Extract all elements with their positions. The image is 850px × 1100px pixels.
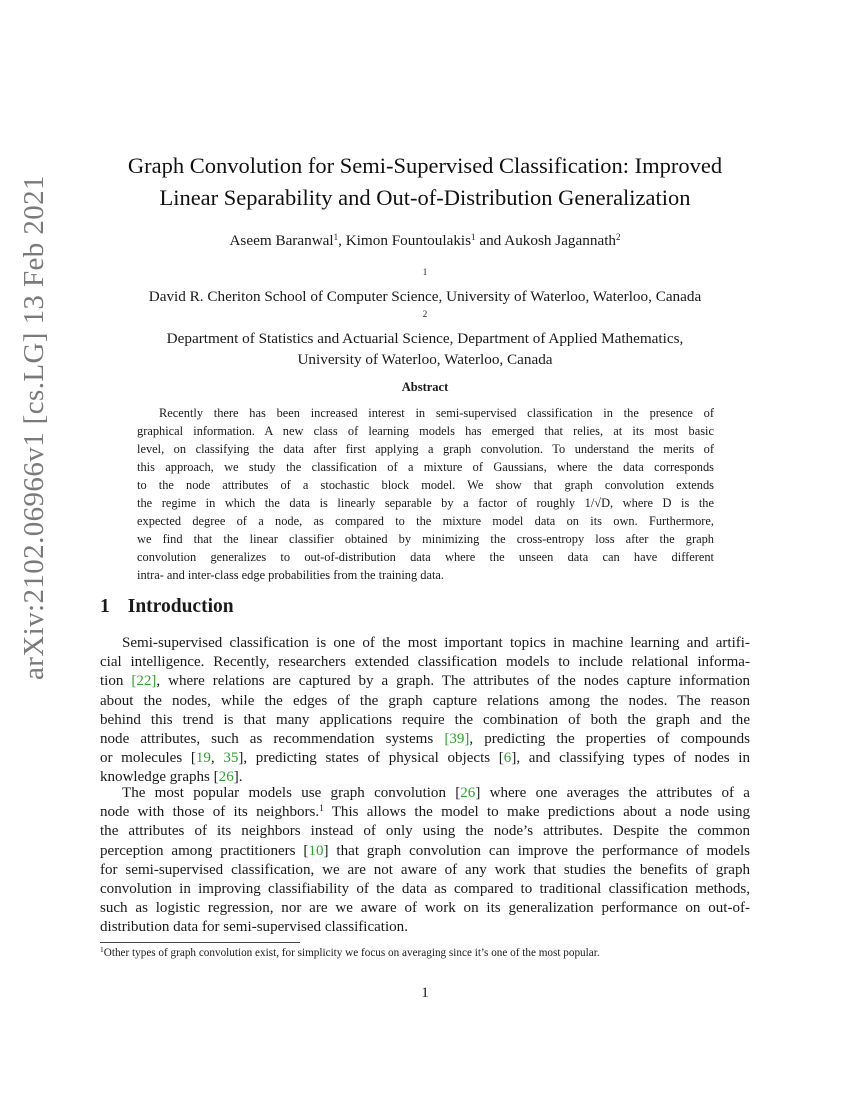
abstract-line: intra- and inter-class edge probabilities from the training data. xyxy=(137,568,445,582)
affiliation-mark: 2 xyxy=(422,309,428,319)
paragraph-line: node with those of its neighbors.$^1$ This allows the model to make predictions about a node using xyxy=(100,803,750,821)
footnote-mark: 1 xyxy=(100,945,104,954)
affiliation-mark: 1 xyxy=(422,267,428,277)
abstract-heading: Abstract xyxy=(401,380,449,394)
paragraph-line: Semi-supervised classification is one of the most important topics in machine learning and artifi- xyxy=(122,635,750,651)
citation-link[interactable]: 26 xyxy=(218,769,234,786)
abstract-text xyxy=(137,404,714,584)
paragraph-line: behind this trend is that many applications require the combination of both the graph and the xyxy=(100,711,750,728)
affiliation-mark: 1 xyxy=(333,232,339,242)
author-separator: , xyxy=(338,232,346,249)
footnote-reference[interactable]: 1 xyxy=(319,803,324,814)
abstract-line: this approach, we study the classification of a mixture of Gaussians, where the data corresponds xyxy=(137,460,714,474)
abstract-line: graphical information. A new class of learning models has emerged that relies, at its most basic xyxy=(137,424,714,438)
affiliation-line xyxy=(90,307,760,349)
citation-link[interactable]: [39] xyxy=(444,731,470,748)
paragraph-line: knowledge graphs [26]. xyxy=(100,769,243,786)
title-line: Linear Separability and Out-of-Distribution Generalization xyxy=(159,185,691,210)
citation-link[interactable]: 10 xyxy=(308,842,324,859)
arxiv-identifier-stamp: arXiv:2102.06966v1 [cs.LG] 13 Feb 2021 xyxy=(18,175,50,680)
affiliation-text: David R. Cheriton School of Computer Science, University of Waterloo, Waterloo, Canada xyxy=(148,288,702,305)
abstract-line: expected degree of a node, as compared to the mixture model data on its own. Furthermore, xyxy=(137,514,714,528)
affiliation-line xyxy=(90,265,760,307)
affiliation-text: University of Waterloo, Waterloo, Canada xyxy=(297,351,553,368)
paragraph-line: for semi-supervised classification, we are not aware of any work that studies the benefits of graph xyxy=(100,861,750,878)
paragraph-line: perception among practitioners [10] that graph convolution can improve the performance of models xyxy=(100,842,750,859)
affiliations xyxy=(90,265,760,370)
footnote xyxy=(100,946,750,961)
title-line: Graph Convolution for Semi-Supervised Classification: Improved xyxy=(127,153,723,178)
abstract-line: to the node attributes of a stochastic block model. We show that graph convolution extends xyxy=(137,478,714,492)
author-list xyxy=(100,232,750,250)
footnote-divider xyxy=(100,942,300,943)
citation-link[interactable]: 19 xyxy=(195,750,211,767)
intro-paragraph-2 xyxy=(100,784,750,938)
citation-link[interactable]: 26 xyxy=(460,785,476,801)
paragraph-line: or molecules [19, 35], predicting states of physical objects [6], and classifying types of nodes in xyxy=(100,750,750,767)
abstract-line: Recently there has been increased interest in semi-supervised classification in the presence of xyxy=(159,406,714,420)
intro-paragraph-1 xyxy=(100,634,750,788)
page-number: 1 xyxy=(421,985,429,1001)
section-title: Introduction xyxy=(127,596,234,617)
section-heading xyxy=(100,596,234,618)
footnote-text: Other types of graph convolution exist, for simplicity we focus on averaging since it’s one of the most popular. xyxy=(103,947,600,959)
paragraph-line: convolution in improving classifiability of the data as compared to traditional classification methods, xyxy=(100,881,750,898)
affiliation-line xyxy=(90,349,760,370)
paragraph-line: node attributes, such as recommendation systems [39], predicting the properties of compounds xyxy=(100,731,750,748)
paragraph-line: about the nodes, while the edges of the graph capture relations among the nodes. The reason xyxy=(100,692,750,709)
author-separator: and xyxy=(475,232,505,249)
paragraph-line: the attributes of its neighbors instead of only using the node’s attributes. Despite the common xyxy=(100,823,750,840)
abstract-line: convolution generalizes to out-of-distribution data where the unseen data can have different xyxy=(137,550,714,564)
affiliation-mark: 1 xyxy=(471,232,476,242)
paragraph-line: The most popular models use graph convolution [26] where one averages the attributes of a xyxy=(122,785,750,801)
author-name: Kimon Fountoulakis xyxy=(345,232,472,249)
section-number: 1 xyxy=(100,596,110,617)
paragraph-line: distribution data for semi-supervised classification. xyxy=(100,919,408,936)
paragraph-line: cial intelligence. Recently, researchers extended classification models to include relational informa- xyxy=(100,654,750,671)
abstract-line: the regime in which the data is linearly separable by a factor of roughly 1/√D, where D is the xyxy=(137,496,714,510)
citation-link[interactable]: 35 xyxy=(223,750,239,767)
paragraph-line: such as logistic regression, nor are we aware of work on its generalization performance on out-of- xyxy=(100,900,750,917)
abstract-line: level, on classifying the data after first applying a graph convolution. To understand the merits of xyxy=(137,442,714,456)
affiliation-text: Department of Statistics and Actuarial Science, Department of Applied Mathematics, xyxy=(166,330,684,347)
author-name: Aseem Baranwal xyxy=(229,232,334,249)
paragraph-line: tion [22], where relations are captured by a graph. The attributes of the nodes capture information xyxy=(100,673,751,690)
affiliation-mark: 2 xyxy=(616,232,621,242)
abstract-line: we find that the linear classifier obtained by minimizing the cross-entropy loss after the graph xyxy=(137,532,714,546)
author-name: Aukosh Jagannath xyxy=(504,232,617,249)
citation-link[interactable]: 6 xyxy=(503,750,512,767)
citation-link[interactable]: [22] xyxy=(131,673,157,690)
paper-title xyxy=(100,150,750,214)
